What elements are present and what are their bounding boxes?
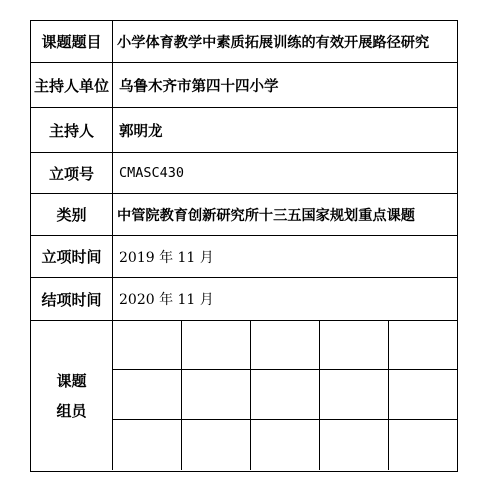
member-cell bbox=[182, 321, 251, 370]
project-title-value: 小学体育教学中素质拓展训练的有效开展路径研究 bbox=[117, 34, 430, 51]
host-value: 郭明龙 bbox=[119, 122, 163, 140]
row-host bbox=[31, 108, 457, 153]
member-cell bbox=[113, 420, 182, 470]
member-cell bbox=[389, 420, 457, 470]
row-start-date bbox=[31, 236, 457, 278]
host-unit-value: 乌鲁木齐市第四十四小学 bbox=[119, 77, 279, 95]
members-label bbox=[31, 321, 113, 470]
project-title-label: 课题题目 bbox=[31, 21, 113, 62]
members-grid bbox=[113, 321, 457, 470]
member-cell bbox=[320, 420, 389, 470]
category-value: 中管院教育创新研究所十三五国家规划重点课题 bbox=[117, 207, 415, 224]
project-number-label: 立项号 bbox=[31, 153, 113, 193]
start-date-label: 立项时间 bbox=[31, 236, 113, 277]
end-date-value: 2020 年 11 月 bbox=[119, 292, 214, 308]
category-label: 类别 bbox=[31, 194, 113, 235]
member-cell bbox=[182, 420, 251, 470]
project-number-value: CMASC430 bbox=[119, 165, 185, 181]
row-category bbox=[31, 194, 457, 236]
members-label-line2: 组员 bbox=[56, 401, 87, 420]
host-unit-label: 主持人单位 bbox=[31, 63, 113, 107]
member-cell bbox=[320, 321, 389, 370]
member-cell bbox=[251, 370, 320, 420]
member-cell bbox=[113, 321, 182, 370]
members-label-line1: 课题 bbox=[56, 371, 87, 390]
row-project-title bbox=[31, 21, 457, 63]
member-cell bbox=[389, 321, 457, 370]
row-host-unit bbox=[31, 63, 457, 108]
member-cell bbox=[113, 370, 182, 420]
member-cell bbox=[389, 370, 457, 420]
member-cell bbox=[182, 370, 251, 420]
start-date-value: 2019 年 11 月 bbox=[119, 249, 214, 266]
row-project-number bbox=[31, 153, 457, 194]
row-end-date bbox=[31, 278, 457, 321]
project-info-form bbox=[30, 20, 458, 472]
member-cell bbox=[251, 321, 320, 370]
row-members bbox=[31, 321, 457, 470]
member-cell bbox=[251, 420, 320, 470]
end-date-label: 结项时间 bbox=[31, 278, 113, 320]
host-label: 主持人 bbox=[31, 108, 113, 152]
member-cell bbox=[320, 370, 389, 420]
